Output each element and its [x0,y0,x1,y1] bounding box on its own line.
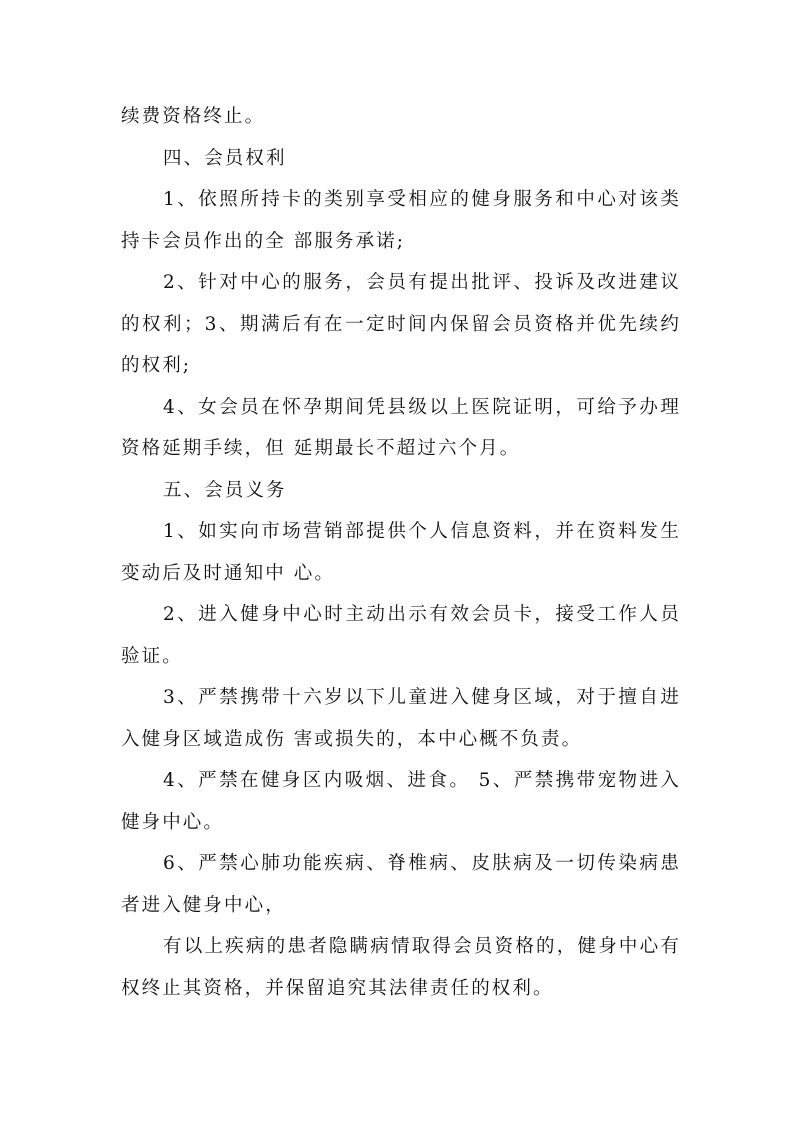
document-body [121,96,681,1009]
paragraph-obligations-3: 3、严禁携带十六岁以下儿童进入健身区域，对于擅自进入健身区域造成伤 害或损失的，本中心概不负责。 [121,687,681,750]
paragraph-rights-2-3: 2、针对中心的服务，会员有提出批评、投诉及改进建议的权利；3、期满后有在一定时间内保留会员资格并优先续约的权利; [121,272,681,376]
heading-member-rights: 四、会员权利 [163,147,287,169]
paragraph-rights-1: 1、依照所持卡的类别享受相应的健身服务和中心对该类持卡会员作出的全 部服务承诺; [121,189,681,252]
paragraph-obligations-1: 1、如实向市场营销部提供个人信息资料，并在资料发生变动后及时通知中 心。 [121,521,681,584]
paragraph-obligations-6: 6、严禁心肺功能疾病、脊椎病、皮肤病及一切传染病患者进入健身中心， [121,853,681,916]
paragraph-obligations-4-5: 4、严禁在健身区内吸烟、进食。 5、严禁携带宠物进入健身中心。 [121,770,681,833]
paragraph-renewal-termination: 续费资格终止。 [121,106,266,127]
heading-member-obligations: 五、会员义务 [163,479,287,501]
paragraph-concealment-clause: 有以上疾病的患者隐瞒病情取得会员资格的，健身中心有权终止其资格，并保留追究其法律责任的权利。 [121,936,681,999]
paragraph-rights-4: 4、女会员在怀孕期间凭县级以上医院证明，可给予办理资格延期手续，但 延期最长不超过六个月。 [121,396,681,459]
paragraph-obligations-2: 2、进入健身中心时主动出示有效会员卡，接受工作人员验证。 [121,604,681,667]
